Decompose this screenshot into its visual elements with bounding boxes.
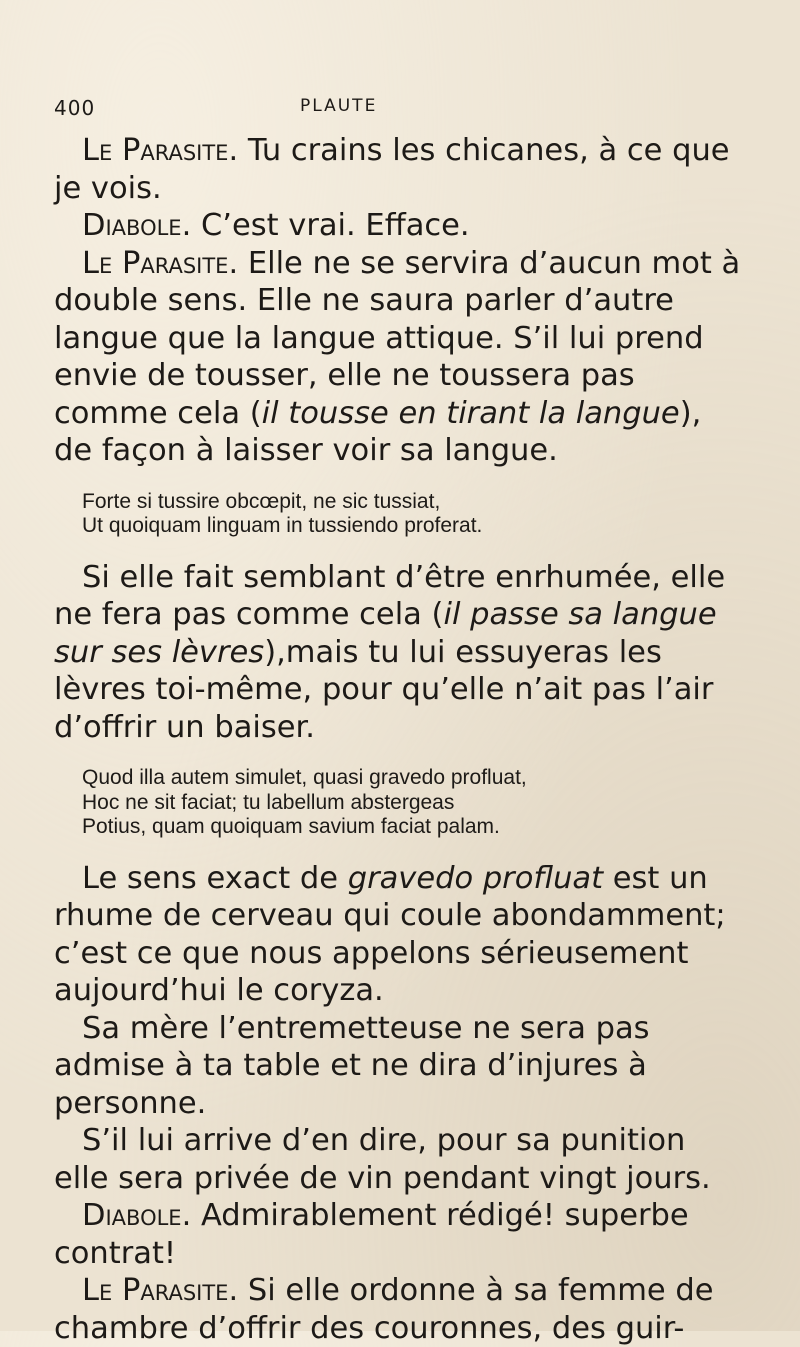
dialogue-text: ),mais tu lui essuyeras les lèvres toi-même, pour qu’elle n’ait pas l’air d’offrir un baiser. <box>54 634 714 745</box>
dialogue-text: C’est vrai. Efface. <box>191 208 470 243</box>
speaker-name: Diabole. <box>82 1198 192 1233</box>
paragraph-parasite-1 <box>54 132 744 207</box>
speaker-name: Le Parasite. <box>82 133 239 168</box>
verse-line: Potius, quam quoiquam savium faciat palam. <box>82 815 500 838</box>
dialogue-text: Tu crains les chicanes, à ce que je vois. <box>54 133 730 206</box>
page-number: 400 <box>54 96 96 120</box>
paragraph-parasite-2 <box>54 245 744 470</box>
page-header <box>54 96 744 132</box>
paragraph-4 <box>54 559 744 747</box>
text: S’il lui arrive d’en dire, pour sa punition elle sera privée de vin pendant vingt jours. <box>54 1123 711 1196</box>
book-page <box>54 96 744 1347</box>
stage-direction: il tousse en tirant la langue <box>261 395 680 431</box>
text: Sa mère l’entremetteuse ne sera pas admise à ta table et ne dira d’injures à personne. <box>54 1010 650 1121</box>
paragraph-6 <box>54 1010 744 1123</box>
speaker-name: Le Parasite. <box>82 245 239 281</box>
stage-direction: il passe sa langue sur ses lèvres <box>54 597 717 670</box>
verse-line: Ut quoiquam linguam in tussiendo proferat. <box>82 514 483 537</box>
running-title: PLAUTE <box>300 96 378 116</box>
text: est un rhume de cerveau qui coule abondamment; c’est ce que nous appelons sérieusement aujourd’hui le coryza. <box>54 860 726 1008</box>
verse-line: Quod illa autem simulet, quasi gravedo profluat, <box>82 766 527 789</box>
dialogue-text: ), de façon à laisser voir sa langue. <box>54 395 702 468</box>
latin-quote-2 <box>54 766 744 840</box>
dialogue-text: Si elle fait semblant d’être enrhumée, elle ne fera pas comme cela ( <box>54 559 726 632</box>
dialogue-text: Elle ne se servira d’aucun mot à double sens. Elle ne saura parler d’autre langue que la langue attique. S’il lui prend envie de tousser, elle ne toussera pas comme cela ( <box>54 245 741 431</box>
speaker-name: Le Parasite. <box>82 1273 239 1308</box>
verse-line: Hoc ne sit faciat; tu labellum abstergeas <box>82 790 455 814</box>
latin-quote-1 <box>54 490 744 539</box>
paragraph-7 <box>54 1122 744 1197</box>
paragraph-diabole-2 <box>54 1197 744 1272</box>
latin-term: gravedo profluat <box>347 860 604 896</box>
verse-line: Forte si tussire obcœpit, ne sic tussiat, <box>82 489 441 513</box>
dialogue-text: Si elle ordonne à sa femme de chambre d’offrir des couronnes, des guir- <box>54 1273 714 1346</box>
text: Le sens exact de <box>82 860 348 896</box>
paragraph-5 <box>54 860 744 1010</box>
speaker-name: Diabole. <box>82 208 192 243</box>
dialogue-text: Admirablement rédigé! superbe contrat! <box>54 1198 689 1271</box>
paragraph-diabole-1 <box>54 207 744 245</box>
paragraph-parasite-3 <box>54 1272 744 1347</box>
